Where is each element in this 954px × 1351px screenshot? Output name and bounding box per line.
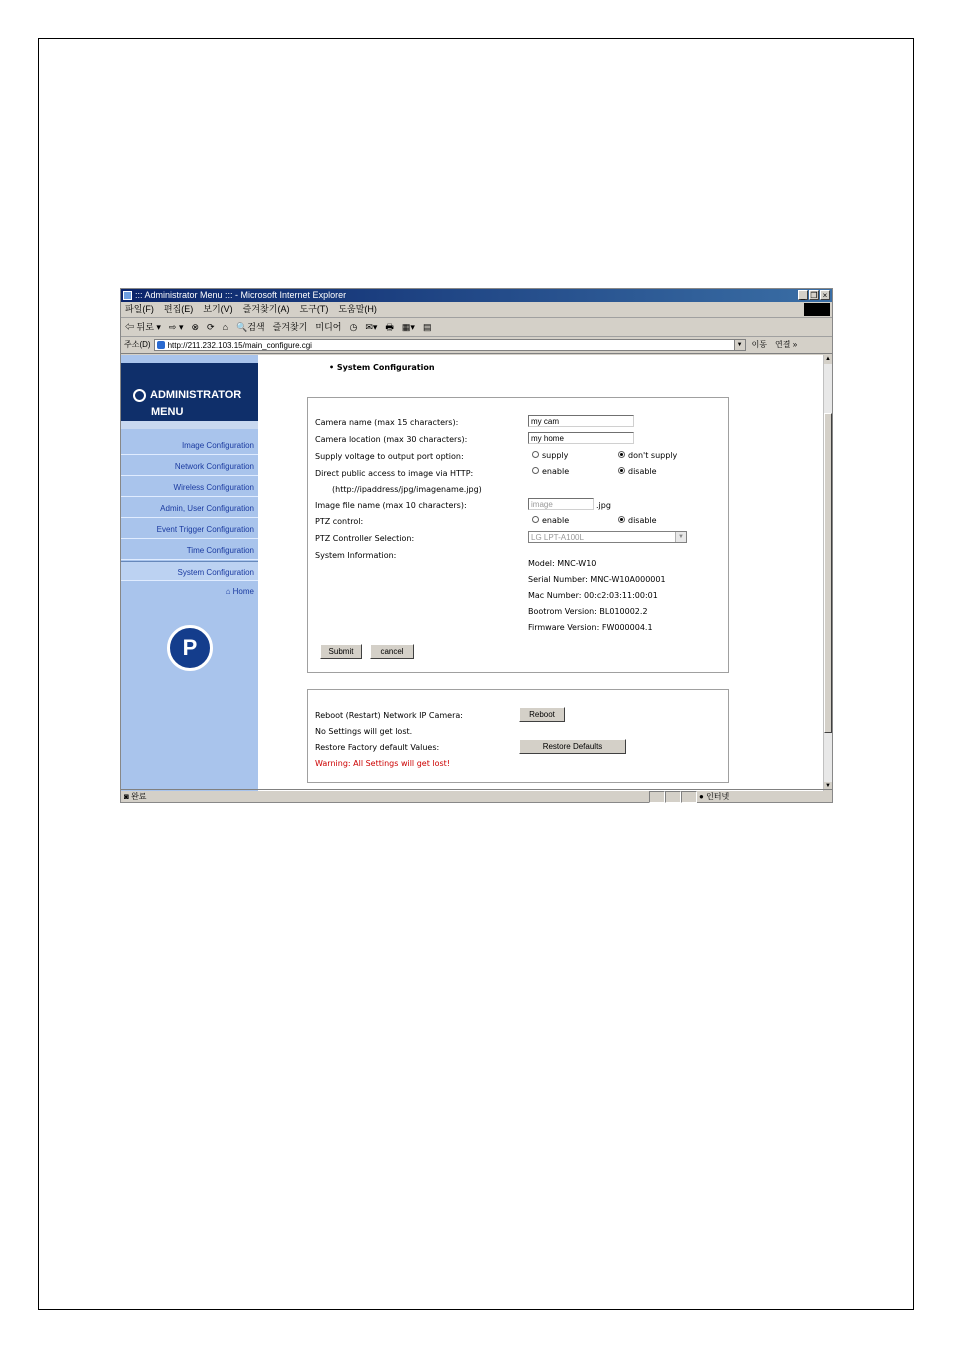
status-segment [665,791,681,803]
camera-location-input[interactable]: my home [528,432,634,444]
title-bar [121,289,832,302]
window-title: ::: Administrator Menu ::: - Microsoft Internet Explorer [135,290,347,300]
sidebar-item-system-config[interactable]: System Configuration [121,561,258,581]
camera-location-label: Camera location (max 30 characters): [315,435,468,444]
stop-icon[interactable]: ⊗ [191,322,200,332]
globe-icon: ● [699,792,704,801]
discuss-icon[interactable]: ▤ [422,322,432,332]
address-label: 주소(D) [124,340,151,349]
radio-icon [532,467,539,474]
edit-icon[interactable]: ▦▾ [401,322,415,332]
internet-zone [699,790,729,803]
browser-window [120,288,833,803]
address-input[interactable] [154,339,746,351]
model-info: Model: MNC-W10 [528,559,597,568]
menu-help[interactable]: 도움말(H) [338,304,377,314]
reboot-button[interactable]: Reboot [519,707,565,722]
image-file-input[interactable]: image [528,498,594,510]
media-button[interactable]: 미디어 [315,322,342,332]
page-viewport [121,355,824,791]
home-icon[interactable]: ⌂ [222,322,229,332]
ie-icon [123,291,132,300]
direct-enable-label: enable [542,467,570,476]
warning-text: Warning: All Settings will get lost! [315,759,451,768]
menu-view[interactable]: 보기(V) [203,304,233,314]
scroll-up-icon[interactable]: ▲ [825,356,831,362]
cancel-button[interactable]: cancel [370,644,414,659]
reboot-label: Reboot (Restart) Network IP Camera: [315,711,463,720]
status-segment [681,791,697,803]
supply-radio[interactable] [532,451,568,460]
menu-file[interactable]: 파일(F) [125,304,154,314]
serial-info: Serial Number: MNC-W10A000001 [528,575,666,584]
close-button[interactable]: × [820,290,830,300]
refresh-icon[interactable]: ⟳ [207,322,215,332]
dont-supply-option-label: don't supply [628,451,678,460]
status-segment [649,791,665,803]
menu-bar [121,302,832,318]
home-label: Home [232,587,254,596]
history-icon[interactable]: ◷ [349,322,358,332]
image-file-extension: .jpg [596,501,611,510]
sidebar-item-admin-user-config[interactable]: Admin, User Configuration [121,498,258,518]
sidebar-item-image-config[interactable]: Image Configuration [121,435,258,455]
restore-label: Restore Factory default Values: [315,743,440,752]
company-logo-icon: P [167,625,213,671]
back-button[interactable]: ⇦ 뒤로 ▾ [125,322,161,332]
status-bar [121,789,832,802]
direct-disable-label: disable [628,467,657,476]
dont-supply-radio[interactable] [618,451,677,460]
reboot-note: No Settings will get lost. [315,727,413,736]
sidebar-item-wireless-config[interactable]: Wireless Configuration [121,477,258,497]
toolbar [121,318,832,337]
supply-option-label: supply [542,451,569,460]
ptz-controller-select[interactable] [528,531,687,543]
search-button[interactable]: 🔍검색 [236,322,265,332]
ptz-disable-radio[interactable] [618,516,657,525]
page-done-icon: ◙ [124,792,129,801]
vertical-scrollbar[interactable] [823,355,832,791]
print-icon[interactable]: 🖶 [385,322,394,332]
direct-access-enable-radio[interactable] [532,467,569,476]
admin-logo-icon [133,389,146,402]
menu-favorites[interactable]: 즐겨찾기(A) [242,304,290,314]
system-info-label: System Information: [315,551,397,560]
links-button[interactable]: 연결 » [775,340,798,349]
restore-defaults-button[interactable]: Restore Defaults [519,739,626,754]
house-icon: ⌂ [225,587,231,596]
ptz-selected-value: LG LPT-A100L [531,533,584,542]
bootrom-info: Bootrom Version: BL010002.2 [528,607,648,616]
radio-checked-icon [618,451,625,458]
sidebar-item-time-config[interactable]: Time Configuration [121,540,258,560]
radio-checked-icon [618,467,625,474]
reboot-panel [307,689,729,783]
ptz-selection-label: PTZ Controller Selection: [315,534,415,543]
page-icon [157,341,165,349]
firmware-info: Firmware Version: FW000004.1 [528,623,653,632]
scroll-thumb[interactable] [824,413,832,733]
sidebar-item-network-config[interactable]: Network Configuration [121,456,258,476]
image-file-label: Image file name (max 10 characters): [315,501,467,510]
supply-voltage-label: Supply voltage to output port option: [315,452,464,461]
go-button[interactable]: 이동 [751,340,768,349]
scroll-down-icon[interactable]: ▼ [825,783,831,789]
sidebar [121,355,258,791]
direct-access-disable-radio[interactable] [618,467,657,476]
forward-button[interactable]: ⇨ ▾ [168,322,184,332]
direct-access-label: Direct public access to image via HTTP: [315,469,474,478]
zone-label: 인터넷 [706,792,730,801]
menu-tools[interactable]: 도구(T) [299,304,329,314]
maximize-button[interactable]: ❐ [810,291,818,300]
menu-edit[interactable]: 편집(E) [163,304,194,314]
radio-icon [532,516,539,523]
sidebar-home-link[interactable] [121,582,258,602]
status-text: 완료 [131,792,147,801]
direct-access-hint: (http://ipaddress/jpg/imagename.jpg) [332,485,482,494]
brand-line1: ADMINISTRATOR [150,389,242,401]
ptz-enable-radio[interactable] [532,516,569,525]
chevron-down-icon: ▼ [675,532,686,542]
page-title: • System Configuration [329,363,435,372]
radio-checked-icon [618,516,625,523]
camera-name-label: Camera name (max 15 characters): [315,418,459,427]
address-bar [121,337,832,354]
system-config-form [307,397,729,673]
ptz-enable-label: enable [542,516,570,525]
ptz-disable-label: disable [628,516,657,525]
admin-brand [121,363,258,421]
sidebar-item-event-trigger-config[interactable]: Event Trigger Configuration [121,519,258,539]
ptz-control-label: PTZ control: [315,517,364,526]
mail-icon[interactable]: ✉▾ [365,322,378,332]
brand-line2: MENU [151,406,184,418]
camera-name-input[interactable]: my cam [528,415,634,427]
favorites-button[interactable]: 즐겨찾기 [272,322,308,332]
windows-logo-icon [804,303,830,316]
sidebar-nav [121,435,258,602]
mac-info: Mac Number: 00:c2:03:11:00:01 [528,591,658,600]
submit-button[interactable]: Submit [320,644,362,659]
radio-icon [532,451,539,458]
sidebar-divider [121,421,258,429]
address-dropdown-icon[interactable]: ▼ [734,340,745,350]
minimize-button[interactable]: _ [798,290,808,300]
address-url: http://211.232.103.15/main_configure.cgi [167,341,312,350]
